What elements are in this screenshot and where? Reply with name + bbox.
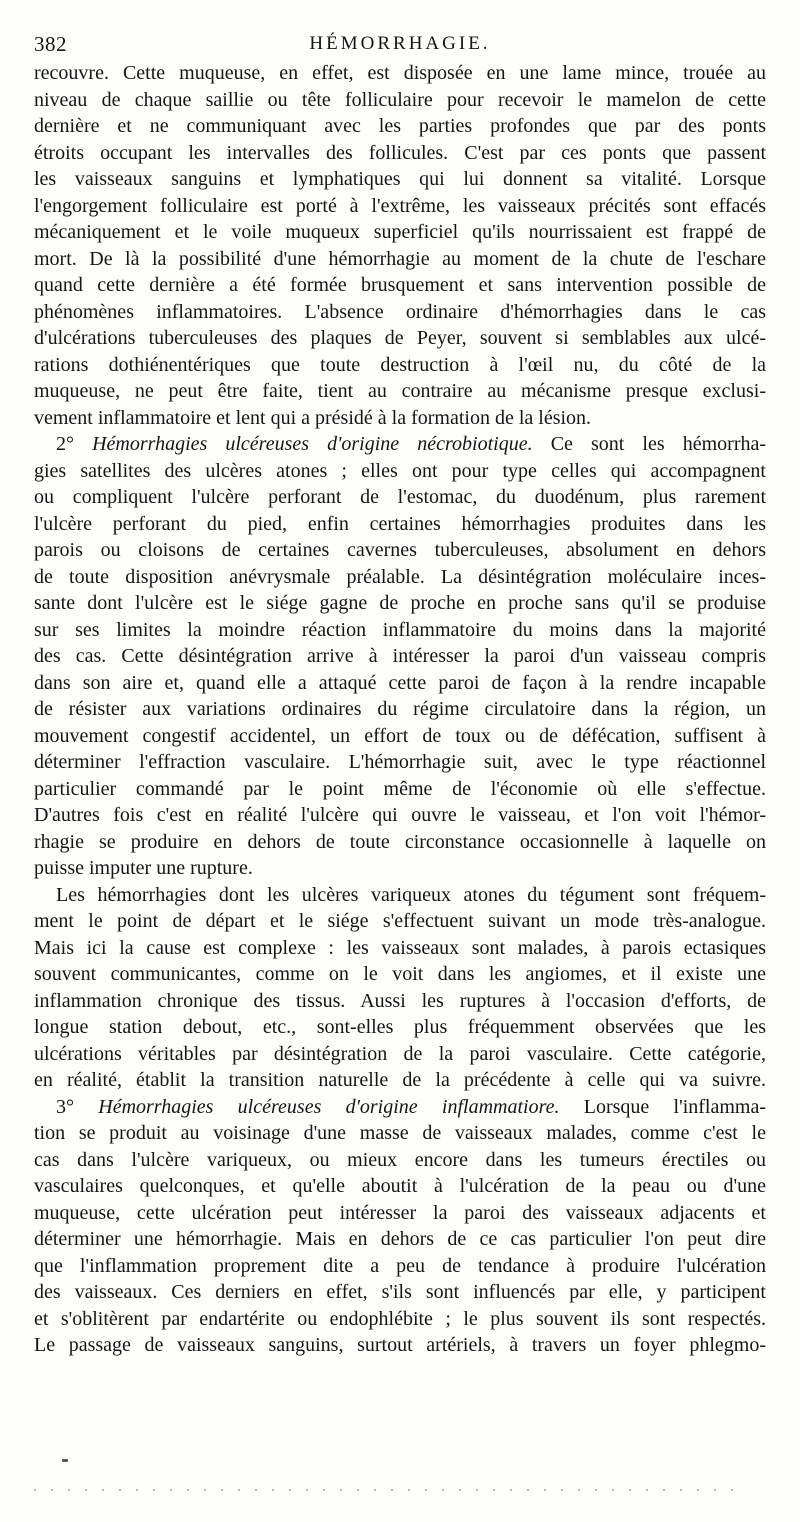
body-text: [34, 60, 766, 1359]
text-line: muqueuse, cette ulcération peut intéresser la paroi des vaisseaux adjacents et: [34, 1201, 766, 1224]
text-line: ment le point de départ et le siége s'effectuent suivant un mode très-analogue.: [34, 910, 766, 932]
text-line: des vaisseaux. Ces derniers en effet, s'ils sont influencés par elle, y participent: [34, 1281, 766, 1303]
text-line: d'ulcérations tuberculeuses des plaques de Peyer, souvent si semblables aux ulcé-: [34, 327, 766, 349]
page-number: 382: [34, 32, 67, 56]
text-line: Mais ici la cause est complexe : les vaisseaux sont malades, à parois ectasiques: [34, 936, 766, 959]
text-line: sur ses limites la moindre réaction inflammatoire du moins dans la majorité: [34, 618, 766, 641]
text-line: sante dont l'ulcère est le siége gagne de proche en proche sans qu'il se produise: [34, 592, 766, 614]
text-line: les vaisseaux sanguins et lymphatiques qui lui donnent sa vitalité. Lorsque: [34, 168, 766, 190]
text-line: dernière et ne communiquant avec les parties profondes que par des ponts: [34, 115, 766, 137]
text-line: puisse imputer une rupture.: [34, 857, 253, 879]
text-line: ou compliquent l'ulcère perforant de l'estomac, du duodénum, plus rarement: [34, 486, 766, 508]
section-number: 3°: [56, 1095, 74, 1118]
text-line: longue station debout, etc., sont-elles plus fréquemment observées que les: [34, 1016, 766, 1038]
text-line: parois ou cloisons de certaines cavernes tuberculeuses, absolument en dehors: [34, 539, 766, 561]
text-line: mécaniquement et le voile muqueux superficiel qu'ils nourrissaient est frappé de: [34, 221, 766, 243]
text-line: en réalité, établit la transition naturelle de la précédente à celle qui va suivre.: [34, 1069, 766, 1091]
text-line: recouvre. Cette muqueuse, en effet, est disposée en une lame mince, trouée au: [34, 62, 766, 84]
text-line: D'autres fois c'est en réalité l'ulcère qui ouvre le vaisseau, et l'on voit l'hémor-: [34, 804, 766, 826]
running-head: [34, 32, 766, 60]
running-title: HÉMORRHAGIE.: [309, 33, 491, 54]
text-line: particulier commandé par le point même de l'économie où elle s'effectue.: [34, 777, 766, 800]
text-line: rhagie se produire en dehors de toute circonstance occasionnelle à laquelle on: [34, 830, 766, 853]
text-line: des cas. Cette désintégration arrive à intéresser la paroi d'un vaisseau compris: [34, 645, 766, 667]
text-line: inflammation chronique des tissus. Aussi les ruptures à l'occasion d'efforts, de: [34, 989, 766, 1012]
text-line: souvent communicantes, comme on le voit dans les angiomes, et il existe une: [34, 963, 766, 985]
text-line: muqueuse, ne peut être faite, tient au contraire au mécanisme presque exclusi-: [34, 380, 766, 402]
print-speck: [62, 1459, 68, 1462]
text-line: déterminer l'effraction vasculaire. L'hémorrhagie suit, avec le type réactionnel: [34, 751, 766, 773]
section-title: Hémorrhagies ulcéreuses d'origine inflammatiore.: [98, 1095, 560, 1118]
text-line: vement inflammatoire et lent qui a présidé à la formation de la lésion.: [34, 406, 592, 429]
section-heading-3: [34, 1094, 766, 1121]
section-title: Hémorrhagies ulcéreuses d'origine nécrobiotique.: [92, 433, 533, 455]
text-line: dans son aire et, quand elle a attaqué cette paroi de façon à la rendre incapable: [34, 671, 766, 694]
text-line: tion se produit au voisinage d'une masse de vaisseaux malades, comme c'est le: [34, 1122, 766, 1144]
text-line: niveau de chaque saillie ou tête folliculaire pour recevoir le mamelon de cette: [34, 88, 766, 111]
text-line: l'engorgement folliculaire est porté à l'extrême, les vaisseaux précités sont effacés: [34, 194, 766, 217]
text-line: que l'inflammation proprement dite a peu de tendance à produire l'ulcération: [34, 1254, 766, 1277]
bleed-through-marks: [34, 1489, 734, 1491]
text-line: l'ulcère perforant du pied, enfin certaines hémorrhagies produites dans les: [34, 512, 766, 535]
text-line: mort. De là la possibilité d'une hémorrhagie au moment de la chute de l'eschare: [34, 247, 766, 270]
text-line: rations dothiénentériques que toute destruction à l'œil nu, du côté de la: [34, 353, 766, 376]
section-lead-text: Ce sont les hémorrha-: [550, 433, 767, 455]
text-line: quand cette dernière a été formée brusquement et sans intervention possible de: [34, 274, 766, 296]
text-line: Les hémorrhagies dont les ulcères variqueux atones du tégument sont fréquem-: [56, 883, 766, 906]
text-line: de résister aux variations ordinaires du régime circulatoire dans la région, un: [34, 698, 766, 720]
text-line: phénomènes inflammatoires. L'absence ordinaire d'hémorrhagies dans le cas: [34, 300, 766, 323]
section-lead-text: Lorsque l'inflamma-: [583, 1095, 766, 1118]
text-line: gies satellites des ulcères atones ; elles ont pour type celles qui accompagnent: [34, 459, 766, 482]
text-line: Le passage de vaisseaux sanguins, surtout artériels, à travers un foyer phlegmo-: [34, 1334, 766, 1356]
text-line: et s'oblitèrent par endartérite ou endophlébite ; le plus souvent ils sont respectés.: [34, 1307, 766, 1330]
text-line: mouvement congestif accidentel, un effort de toux ou de défécation, suffisent à: [34, 724, 766, 747]
text-line: cas dans l'ulcère variqueux, ou mieux encore dans les tumeurs érectiles ou: [34, 1148, 766, 1171]
text-line: de toute disposition anévrysmale préalable. La désintégration moléculaire inces-: [34, 565, 766, 588]
text-line: étroits occupant les intervalles des follicules. C'est par ces ponts que passent: [34, 141, 766, 164]
text-line: vasculaires quelconques, et qu'elle aboutit à l'ulcération de la peau ou d'une: [34, 1175, 766, 1197]
section-number: 2°: [56, 433, 74, 455]
text-line: déterminer une hémorrhagie. Mais en dehors de ce cas particulier l'on peut dire: [34, 1228, 766, 1250]
text-line: ulcérations véritables par désintégration de la paroi vasculaire. Cette catégorie,: [34, 1042, 766, 1065]
section-heading-2: [34, 431, 766, 458]
